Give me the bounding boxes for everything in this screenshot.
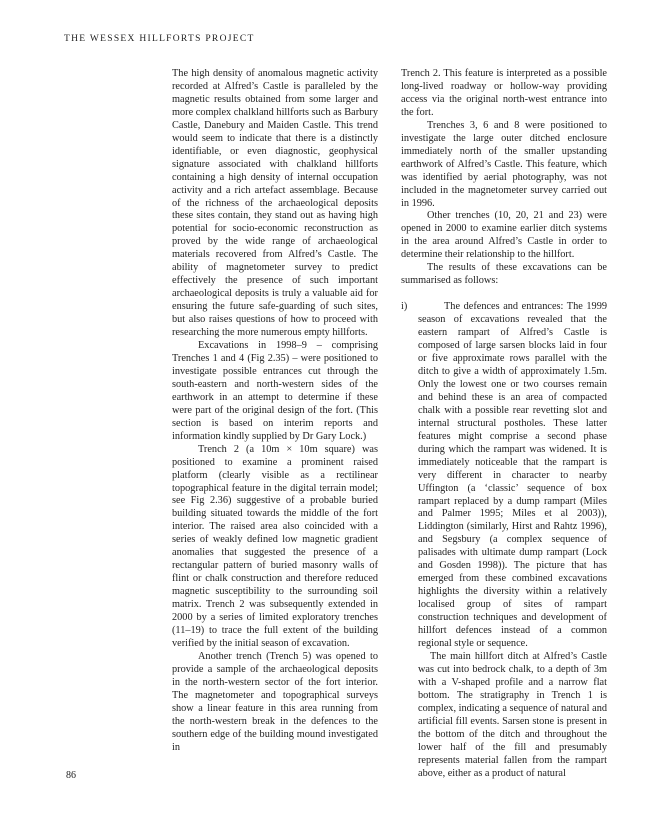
paragraph: Trench 2 (a 10m × 10m square) was positioned to examine a prominent raised platform (clearly visible as a rectilinear topographical feature in the digital terrain model; see Fig 2.36) suggestive of a probable buried building situated towards the middle of the fort interior. The raised area also coincided with a series of weakly defined low magnetic gradient anomalies that suggested the presence of a rectangular pattern of buried masonry walls of flint or chalk construction and therefore reduced magnetic susceptibility to the surrounding soil matrix. Trench 2 was subsequently extended in 2000 by a series of limited exploratory trenches (11–19) to trace the full extent of the building verified by the initial season of excavation.: [172, 443, 378, 649]
paragraph: Other trenches (10, 20, 21 and 23) were opened in 2000 to examine earlier ditch systems in the area around Alfred’s Castle in order to determine their relationship to the hillfort.: [401, 210, 607, 261]
paragraph: Trenches 3, 6 and 8 were positioned to investigate the large outer ditched enclosure immediately north of the smaller upstanding earthwork of Alfred’s Castle. This feature, which was identified by aerial photography, was not included in the magnetometer survey carried out in 1996.: [401, 119, 607, 209]
list-item-body: [418, 301, 607, 780]
paragraph: The main hillfort ditch at Alfred’s Castle was cut into bedrock chalk, to a depth of 3m with a V-shaped profile and a narrow flat bottom. The stratigraphy in Trench 1 is complex, indicating a sequence of natural and artificial fill events. Sarsen stone is present in the bottom of the ditch and throughout the lower half of the fill and presumably represents material fallen from the rampart above, either as a product of natural: [418, 650, 607, 779]
paragraph: The results of these excavations can be summarised as follows:: [401, 262, 607, 287]
right-column: [401, 68, 607, 780]
paragraph: Trench 2. This feature is interpreted as a possible long-lived roadway or hollow-way providing access via the original north-west entrance into the fort.: [401, 68, 607, 118]
page-number: 86: [66, 770, 76, 781]
paragraph: Another trench (Trench 5) was opened to provide a sample of the archaeological deposits in the north-western sector of the fort interior. The magnetometer and topographical surveys show a linear feature in this area running from the north-western break in the defences to the southern edge of the building mound investigated in: [172, 650, 378, 753]
paragraph: Excavations in 1998–9 – comprising Trenches 1 and 4 (Fig 2.35) – were positioned to investigate possible entrances cut through the south-eastern and north-western sides of the earthwork in an attempt to determine if these were part of the original design of the fort. (This section is based on interim reports and information kindly supplied by Dr Gary Lock.): [172, 340, 378, 442]
running-head: THE WESSEX HILLFORTS PROJECT: [64, 34, 255, 44]
left-column: [172, 68, 378, 755]
paragraph: The defences and entrances: The 1999 season of excavations revealed that the eastern rampart of Alfred’s Castle is composed of large sarsen blocks laid in four or five approximate rows parallel with the ditch to give a width of approximately 1.5m. Only the lowest one or two courses remain and behind these is an area of compacted chalk with a possible rear revetting slot and internal structural postholes. These latter features might comprise a second phase during which the rampart was widened. It is immediately noticeable that the rampart is very different in character to nearby Uffington (a ‘classic’ sequence of box rampart replaced by a dump rampart (Miles and Palmer 1995; Miles et al 2003)), Liddington (similarly, Hirst and Rahtz 1996), and Segsbury (a complex sequence of palisades with ultimate dump rampart (Lock and Gosden 1998)). The picture that has emerged from these combined excavations highlights the diversity within a relatively localised group of sites of rampart construction techniques and development of hillfort defences instead of a common regional style or sequence.: [418, 301, 607, 649]
list-item-number: i): [401, 301, 408, 313]
list-item: [401, 301, 607, 780]
paragraph: The high density of anomalous magnetic activity recorded at Alfred’s Castle is paralleled by the magnetic results obtained from some larger and more complex chalkland hillforts such as Barbury Castle, Danebury and Maiden Castle. This trend would seem to indicate that there is a distinctly identifiable, or even diagnostic, geophysical signature associated with chalkland hillforts containing a high density of internal occupation activity and a rich artefact assemblage. Because of the richness of the archaeological deposits these sites contain, they stand out as having high potential for socio-economic reconstruction as proved by the wide range of archaeological materials recovered from Alfred’s Castle. The ability of magnetometer survey to predict effectively the presence of such important archaeological deposits is truly a valuable aid for ensuring the future safe-guarding of such sites, but also raises questions of how to proceed with researching the more numerous empty hillforts.: [172, 68, 378, 339]
